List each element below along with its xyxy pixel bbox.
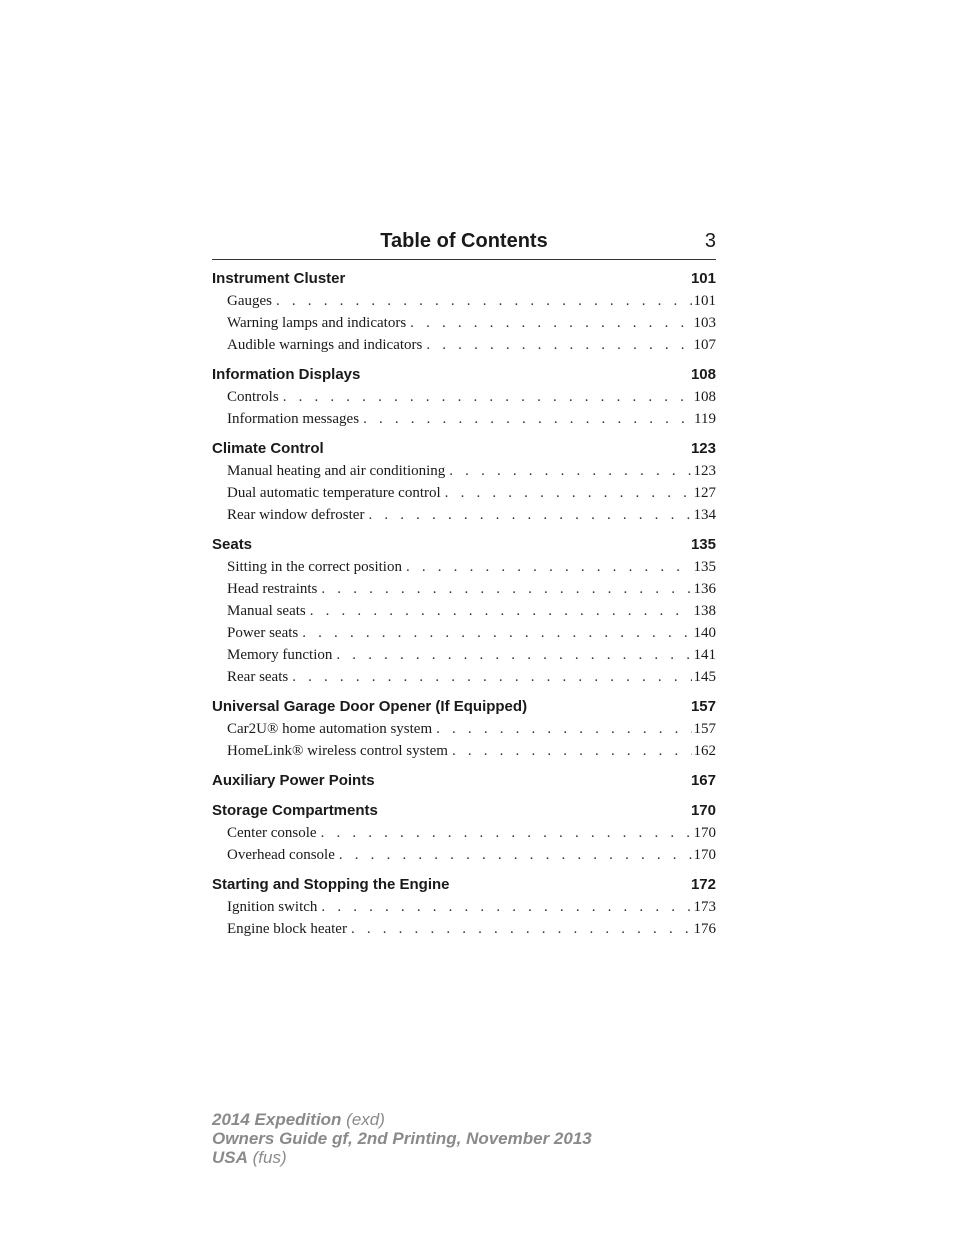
section-title: Seats [212, 536, 253, 553]
toc-entry[interactable] [212, 408, 716, 430]
dot-leader [321, 578, 691, 600]
toc-entry[interactable] [212, 666, 716, 688]
toc-section [212, 800, 716, 866]
dot-leader [426, 334, 691, 356]
section-heading[interactable] [212, 874, 716, 896]
toc-entry[interactable] [212, 460, 716, 482]
entry-label: Power seats [227, 625, 299, 641]
entry-page-number: 170 [693, 847, 716, 863]
entry-label: Controls [227, 389, 279, 405]
toc-entry[interactable] [212, 312, 716, 334]
page-number: 3 [704, 230, 716, 252]
entry-page-number: 136 [693, 581, 716, 597]
entry-label: Audible warnings and indicators [227, 337, 423, 353]
toc-sections [212, 268, 716, 940]
footer-line-1 [212, 1110, 592, 1129]
dot-leader [321, 896, 691, 918]
toc-entry[interactable] [212, 740, 716, 762]
entry-page-number: 135 [693, 559, 716, 575]
entry-page-number: 101 [693, 293, 716, 309]
entry-label: Warning lamps and indicators [227, 315, 407, 331]
section-title: Starting and Stopping the Engine [212, 876, 450, 893]
entry-page-number: 176 [693, 921, 716, 937]
entry-label: Gauges [227, 293, 272, 309]
dot-leader [321, 822, 692, 844]
entry-label: Information messages [227, 411, 360, 427]
entry-label: Rear seats [227, 669, 289, 685]
dot-leader [302, 622, 691, 644]
entry-label: Head restraints [227, 581, 318, 597]
entry-page-number: 127 [693, 485, 716, 501]
toc-entry[interactable] [212, 290, 716, 312]
entry-page-number: 108 [693, 389, 716, 405]
toc-section [212, 770, 716, 792]
dot-leader [406, 556, 692, 578]
dot-leader [292, 666, 691, 688]
section-page-number: 101 [690, 270, 716, 287]
section-page-number: 123 [690, 440, 716, 457]
entry-label: Car2U® home automation system [227, 721, 433, 737]
entry-page-number: 170 [693, 825, 716, 841]
entry-page-number: 140 [693, 625, 716, 641]
footer-line-3 [212, 1148, 592, 1167]
dot-leader [276, 290, 692, 312]
toc-entry[interactable] [212, 844, 716, 866]
section-title: Universal Garage Door Opener (If Equipped) [212, 698, 528, 715]
entry-label: Overhead console [227, 847, 335, 863]
dot-leader [351, 918, 692, 940]
footer-line-2: Owners Guide gf, 2nd Printing, November 2013 [212, 1129, 592, 1148]
entry-page-number: 157 [693, 721, 716, 737]
section-title: Storage Compartments [212, 802, 378, 819]
toc-entry[interactable] [212, 622, 716, 644]
toc-entry[interactable] [212, 578, 716, 600]
dot-leader [310, 600, 692, 622]
entry-label: Memory function [227, 647, 333, 663]
toc-section [212, 696, 716, 762]
entry-page-number: 123 [693, 463, 716, 479]
entry-label: HomeLink® wireless control system [227, 743, 448, 759]
entry-page-number: 107 [693, 337, 716, 353]
document-footer [212, 1110, 592, 1167]
section-page-number: 135 [690, 536, 716, 553]
dot-leader [436, 718, 691, 740]
section-page-number: 170 [690, 802, 716, 819]
section-heading[interactable] [212, 770, 716, 792]
section-page-number: 157 [690, 698, 716, 715]
section-title: Information Displays [212, 366, 361, 383]
entry-page-number: 173 [693, 899, 716, 915]
dot-leader [336, 644, 691, 666]
page-header [212, 226, 716, 260]
section-title: Climate Control [212, 440, 324, 457]
footer-model-code: (exd) [346, 1110, 385, 1129]
section-heading[interactable] [212, 696, 716, 718]
entry-page-number: 141 [693, 647, 716, 663]
dot-leader [283, 386, 692, 408]
toc-entry[interactable] [212, 896, 716, 918]
toc-entry[interactable] [212, 556, 716, 578]
toc-section [212, 534, 716, 688]
section-heading[interactable] [212, 534, 716, 556]
dot-leader [410, 312, 691, 334]
dot-leader [339, 844, 692, 866]
dot-leader [449, 460, 691, 482]
section-title: Instrument Cluster [212, 270, 346, 287]
entry-label: Ignition switch [227, 899, 318, 915]
section-page-number: 172 [690, 876, 716, 893]
toc-section [212, 874, 716, 940]
dot-leader [452, 740, 692, 762]
toc-entry[interactable] [212, 504, 716, 526]
entry-page-number: 145 [693, 669, 716, 685]
dot-leader [368, 504, 691, 526]
section-heading[interactable] [212, 800, 716, 822]
toc-section [212, 268, 716, 356]
toc-section [212, 438, 716, 526]
section-title: Auxiliary Power Points [212, 772, 375, 789]
toc-section [212, 364, 716, 430]
entry-label: Manual seats [227, 603, 306, 619]
section-page-number: 167 [690, 772, 716, 789]
section-page-number: 108 [690, 366, 716, 383]
footer-market-code: (fus) [252, 1148, 287, 1167]
footer-market: USA [212, 1148, 248, 1167]
toc-page [212, 226, 716, 948]
entry-label: Sitting in the correct position [227, 559, 402, 575]
entry-label: Center console [227, 825, 317, 841]
toc-entry[interactable] [212, 600, 716, 622]
section-heading[interactable] [212, 268, 716, 290]
dot-leader [445, 482, 692, 504]
entry-page-number: 138 [693, 603, 716, 619]
entry-label: Manual heating and air conditioning [227, 463, 446, 479]
toc-entry[interactable] [212, 822, 716, 844]
entry-page-number: 162 [693, 743, 716, 759]
section-heading[interactable] [212, 364, 716, 386]
toc-entry[interactable] [212, 644, 716, 666]
toc-entry[interactable] [212, 482, 716, 504]
section-heading[interactable] [212, 438, 716, 460]
entry-page-number: 119 [694, 411, 716, 427]
entry-label: Engine block heater [227, 921, 347, 937]
page-title: Table of Contents [380, 230, 548, 252]
footer-model: 2014 Expedition [212, 1110, 342, 1129]
toc-entry[interactable] [212, 334, 716, 356]
toc-entry[interactable] [212, 918, 716, 940]
toc-entry[interactable] [212, 718, 716, 740]
entry-label: Rear window defroster [227, 507, 365, 523]
dot-leader [363, 408, 692, 430]
entry-label: Dual automatic temperature control [227, 485, 441, 501]
entry-page-number: 134 [693, 507, 716, 523]
toc-entry[interactable] [212, 386, 716, 408]
entry-page-number: 103 [693, 315, 716, 331]
